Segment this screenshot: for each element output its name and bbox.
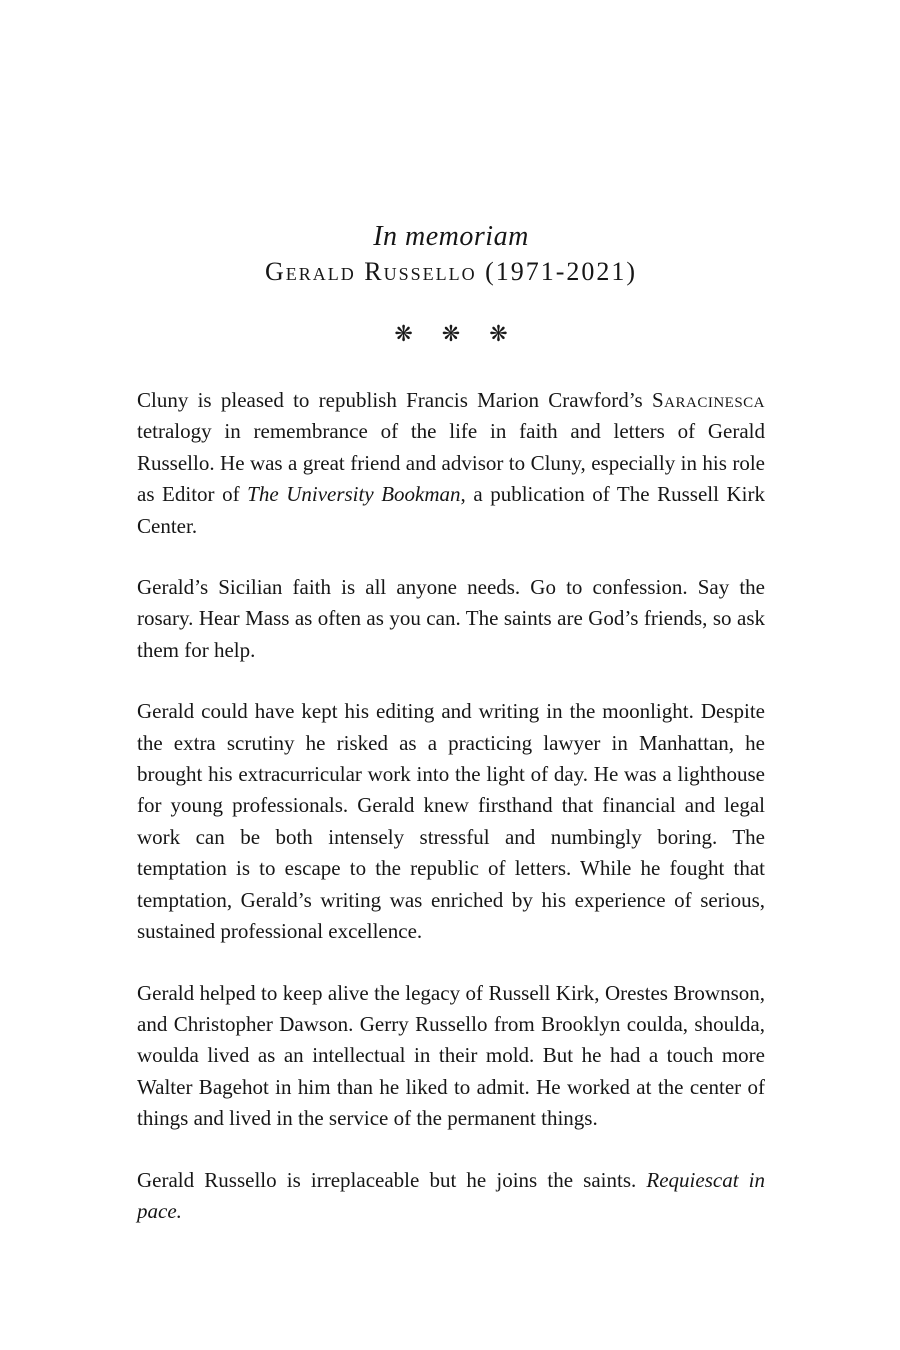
text-run: tetralogy in remembrance of the life in faith and letters of Gerald Russello. He was a great friend and advisor to Cluny, especially in his role as Editor of xyxy=(137,419,765,507)
text-run: Gerald could have kept his editing and writing in the moonlight. Despite the extra scrutiny he risked as a practicing lawyer in Manhattan, he brought his extracurricular work into the light of day. He was a lighthouse for young professionals. Gerald knew firsthand that financial and legal work can be both intensely stressful and numbingly boring. The temptation is to escape to the republic of letters. While he fought that temptation, Gerald’s writing was enriched by his experience of serious, sustained professional excellence. xyxy=(137,699,765,944)
text-run: Saracinesca xyxy=(651,388,765,412)
text-run: The University Bookman xyxy=(247,482,461,507)
paragraph xyxy=(137,1165,765,1228)
paragraph xyxy=(137,385,765,542)
text-run: Gerald helped to keep alive the legacy of Russell Kirk, Orestes Brownson, and Christopher Dawson. Gerry Russello from Brooklyn coulda, shoulda, woulda lived as an intellectual in their mold. But he had a touch more Walter Bagehot in him than he liked to admit. He worked at the center of things and lived in the service of the permanent things. xyxy=(137,980,765,1131)
fleuron-icon: ❋ xyxy=(489,322,508,347)
fleuron-icon: ❋ xyxy=(394,322,413,347)
paragraph xyxy=(137,696,765,947)
memorial-text xyxy=(137,385,765,1227)
ornament-divider xyxy=(137,322,765,348)
fleuron-icon: ❋ xyxy=(441,322,461,347)
memorial-name: Gerald Russello (1971-2021) xyxy=(264,257,638,286)
paragraph xyxy=(137,978,765,1135)
text-run: Requiescat in pace. xyxy=(137,1167,765,1223)
text-run: Gerald Russello is irreplaceable but he joins the saints. xyxy=(137,1167,647,1192)
paragraph xyxy=(137,572,765,666)
text-run: Gerald’s Sicilian faith is all anyone needs. Go to confession. Say the rosary. Hear Mass as often as you can. The saints are God’s friends, so ask them for help. xyxy=(137,575,765,662)
text-run: Cluny is pleased to republish Francis Marion Crawford’s xyxy=(137,388,652,412)
text-run: , a publication of The Russell Kirk Center. xyxy=(137,482,766,538)
memorial-heading: In memoriam xyxy=(373,221,529,252)
